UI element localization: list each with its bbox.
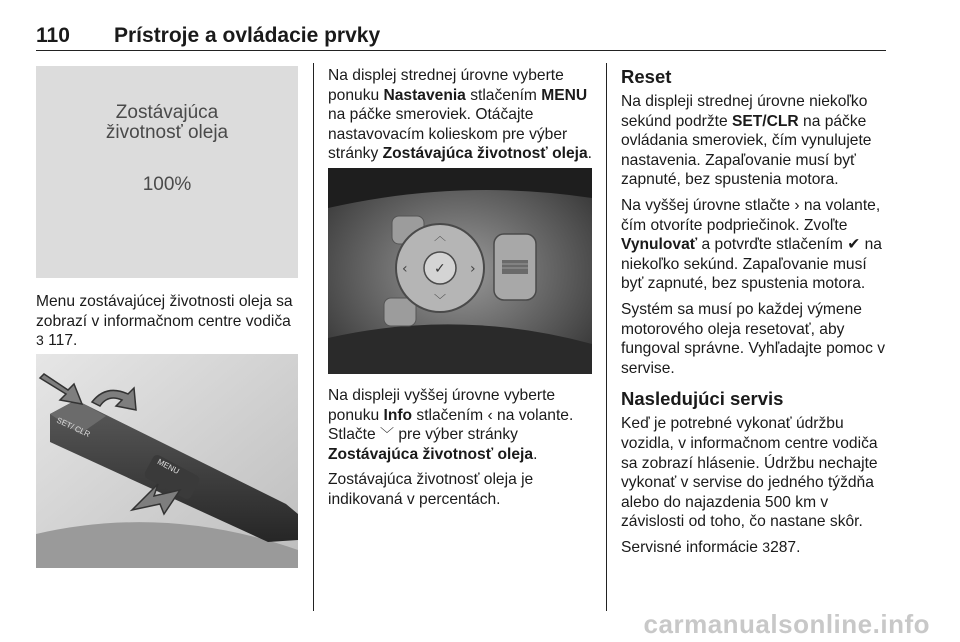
column-2-text [328,66,596,170]
down-chevron-icon: ﹀ [434,293,447,307]
down-chevron-icon: ﹀ [380,426,395,443]
paragraph-settings: Na displej strednej úrovne vyberte ponuku Nastavenia stlačením MENU na páčke smeroviek. Otáčajte nastavovacím kolieskom pre výber stránky Zostávajúca životnosť oleja. [328,67,592,163]
paragraph-service: Keď je potrebné vykonať údržbu vozidla, v informačnom centre vodiča sa zobrazí hlásenie. Údržbu nechajte vykonať v servise do jedného týždňa alebo do najazdenia 500 km v závislosti od toho, čo nastane skôr. [621,415,878,531]
setclr-label: SET/ CLR [55,415,92,440]
column-divider-1 [313,63,314,611]
paragraph-percent: Zostávajúca životnosť oleja je indikovaná v percentách. [328,471,534,508]
ok-check-icon: ✓ [434,261,446,277]
arrow-ref-icon: 3 [36,332,44,349]
paragraph-info: Na displeji vyššej úrovne vyberte ponuku Info stlačením ‹ na volante. Stlačte ﹀ pre výber stránky Zostávajúca životnosť oleja. [328,387,574,463]
right-chevron-icon: › [470,261,476,277]
service-heading: Nasledujúci servis [621,388,784,410]
paragraph-reset-note: Systém sa musí po každej výmene motorového oleja resetovať, aby fungoval správne. Vyhľadajte pomoc v servise. [621,300,886,377]
arrow-ref-icon: 3 [762,538,771,555]
column-2-text-lower [328,386,596,516]
turn-signal-lever-image [36,354,298,568]
paragraph-reset-high: Na vyššej úrovne stlačte › na volante, čím otvoríte podpriečinok. Zvoľte Vynulovať a potvrďte stlačením ✔ na niekoľko sekúnd. Zapaľovanie musí byť zapnuté, bez spustenia motora. [621,196,882,293]
display-label-line1: Zostávajúca [115,102,219,123]
paragraph-reset-mid: Na displeji strednej úrovne niekoľko sekúnd podržte SET/CLR na páčke ovládania smeroviek, čím vynulujete nastavenia. Zapaľovanie musí byť zapnuté, bez spustenia motora. [621,93,872,189]
menu-label: MENU [155,457,181,477]
page-header [36,22,886,51]
column-divider-2 [606,63,607,611]
page-title: Prístroje a ovládacie prvky [114,24,381,47]
left-chevron-icon: ‹ [402,261,408,277]
paragraph-service-ref: Servisné informácie 3287. [621,538,801,556]
watermark: carmanualsonline.info [643,609,930,639]
reset-heading: Reset [621,66,672,87]
display-percent: 100% [142,174,192,195]
up-chevron-icon: ︿ [434,229,447,243]
left-chevron-icon: ‹ [487,406,493,424]
steering-wheel-controls-image [328,168,592,374]
display-caption: Menu zostávajúcej životnosti oleja sa zobrazí v informačnom centre vodiča 3 117. [36,293,293,350]
column-3-text [621,66,889,563]
oil-life-display [36,66,298,278]
page-number: 110 [36,24,70,47]
display-label-line2: životnosť oleja [105,122,229,143]
checkmark-icon: ✔ [847,236,861,254]
column-1-text [36,292,300,357]
right-chevron-icon: › [794,196,800,214]
